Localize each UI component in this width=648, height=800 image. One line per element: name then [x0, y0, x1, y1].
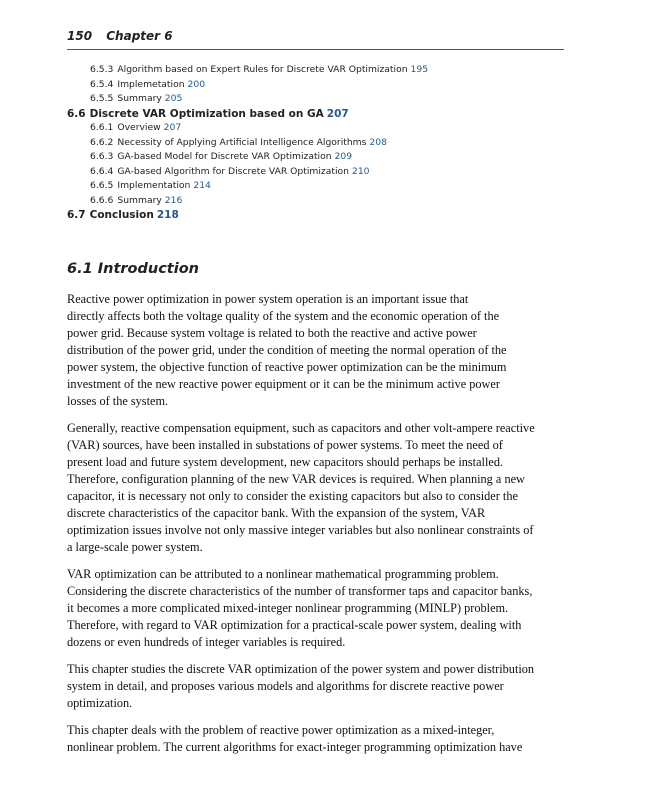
toc-entry-title: Implementation: [117, 180, 191, 191]
toc-entry-number: 6.6.2: [90, 136, 114, 148]
toc-entry-title: Algorithm based on Expert Rules for Discrete VAR Optimization: [117, 64, 408, 75]
toc-entry-page-link[interactable]: 207: [326, 107, 349, 120]
toc-entry[interactable]: [67, 165, 567, 180]
toc-entry-page-link[interactable]: 214: [193, 180, 211, 191]
section-title: Introduction: [97, 261, 199, 277]
toc-entry-page-link[interactable]: 216: [164, 194, 183, 206]
text-line: distribution of the power grid, under the condition of meeting the normal operation of the: [67, 343, 507, 357]
section-number: 6.1: [67, 261, 93, 277]
toc-entry-page-link[interactable]: 207: [163, 122, 182, 133]
text-line: directly affects both the voltage quality of the system and the economic operation of the: [67, 309, 500, 323]
toc-entry-page-link[interactable]: 195: [410, 64, 429, 75]
text-line: VAR optimization can be attributed to a nonlinear mathematical programming problem.: [67, 567, 499, 581]
text-line: Therefore, with regard to VAR optimization for a practical-scale power system, dealing with: [67, 618, 522, 632]
text-line: power grid. Because system voltage is related to both the reactive and active power: [67, 326, 477, 340]
toc-entry-number: 6.6.6: [90, 194, 114, 206]
toc-entry-number: 6.6.1: [90, 122, 114, 133]
toc-entry-page-link[interactable]: 218: [156, 209, 179, 221]
toc-entry[interactable]: [67, 63, 567, 78]
toc-entry-number: 6.6.3: [90, 151, 114, 162]
text-line: optimization issues involve not only massive integer variables but also nonlinear constraints of: [67, 523, 534, 537]
text-line: Reactive power optimization in power system operation is an important issue that: [67, 292, 469, 306]
toc-entry[interactable]: [67, 136, 567, 151]
toc-entry-title: Discrete VAR Optimization based on GA: [89, 107, 324, 120]
body-paragraph: [67, 420, 564, 556]
running-header: [67, 29, 564, 50]
section-heading: [67, 261, 199, 277]
text-line: power system, the objective function of reactive power optimization can be the minimum: [67, 360, 507, 374]
toc-entry[interactable]: [67, 107, 567, 122]
toc-entry-title: GA-based Model for Discrete VAR Optimization: [117, 151, 332, 162]
toc-entry-title: Conclusion: [89, 209, 154, 221]
toc-entry-title: Implemetation: [117, 78, 185, 90]
toc-entry[interactable]: [67, 92, 567, 107]
chapter-contents-list: [67, 63, 567, 223]
toc-entry[interactable]: [67, 179, 567, 194]
text-line: a large-scale power system.: [67, 540, 203, 554]
text-line: dozens or even hundreds of integer variables is required.: [67, 635, 346, 649]
text-line: present load and future system development, new capacitors should perhaps be installed.: [67, 455, 504, 469]
toc-entry[interactable]: [67, 194, 567, 209]
body-text: [67, 291, 564, 766]
toc-entry-title: Summary: [117, 93, 162, 104]
toc-entry-page-link[interactable]: 210: [351, 165, 370, 177]
toc-entry-title: Summary: [117, 194, 162, 206]
text-line: system in detail, and proposes various models and algorithms for discrete reactive power: [67, 679, 504, 693]
toc-entry-title: Necessity of Applying Artificial Intelligence Algorithms: [117, 136, 367, 148]
toc-entry-page-link[interactable]: 205: [164, 93, 183, 104]
toc-entry[interactable]: [67, 150, 567, 165]
toc-entry[interactable]: [67, 78, 567, 93]
text-line: Therefore, configuration planning of the new VAR devices is required. When planning a new: [67, 472, 525, 486]
text-line: Considering the discrete characteristics of the number of transformer taps and capacitor banks,: [67, 584, 533, 598]
toc-entry-number: 6.5.5: [90, 93, 114, 104]
toc-entry[interactable]: [67, 208, 567, 223]
text-line: Generally, reactive compensation equipment, such as capacitors and other volt-ampere reactive: [67, 421, 535, 435]
toc-entry-title: GA-based Algorithm for Discrete VAR Optimization: [117, 165, 349, 177]
body-paragraph: [67, 291, 564, 410]
text-line: optimization.: [67, 696, 133, 710]
toc-entry-page-link[interactable]: 209: [334, 151, 353, 162]
text-line: losses of the system.: [67, 394, 169, 408]
body-paragraph: [67, 661, 564, 712]
toc-entry-number: 6.6.4: [90, 165, 114, 177]
body-paragraph: [67, 722, 564, 756]
toc-entry-number: 6.7: [67, 209, 86, 221]
toc-entry-number: 6.6: [67, 107, 86, 120]
toc-entry-number: 6.5.3: [90, 64, 114, 75]
page-number: 150: [67, 29, 93, 43]
toc-entry-page-link[interactable]: 208: [369, 136, 387, 148]
toc-entry-number: 6.5.4: [90, 78, 114, 90]
toc-entry[interactable]: [67, 121, 567, 136]
chapter-label: Chapter 6: [106, 29, 173, 43]
toc-entry-title: Overview: [117, 122, 161, 133]
text-line: discrete characteristics of the capacitor bank. With the expansion of the system, VAR: [67, 506, 486, 520]
toc-entry-number: 6.6.5: [90, 180, 114, 191]
text-line: nonlinear problem. The current algorithms for exact-integer programming optimization have: [67, 740, 523, 754]
text-line: (VAR) sources, have been installed in substations of power systems. To meet the need of: [67, 438, 503, 452]
toc-entry-page-link[interactable]: 200: [187, 78, 206, 90]
text-line: This chapter studies the discrete VAR optimization of the power system and power distribution: [67, 662, 535, 676]
text-line: This chapter deals with the problem of reactive power optimization as a mixed-integer,: [67, 723, 495, 737]
text-line: it becomes a more complicated mixed-integer nonlinear programming (MINLP) problem.: [67, 601, 509, 615]
text-line: capacitor, it is necessary not only to consider the existing capacitors but also to consider the: [67, 489, 518, 503]
text-line: investment of the new reactive power equipment or it can be the minimum active power: [67, 377, 500, 391]
body-paragraph: [67, 566, 564, 651]
